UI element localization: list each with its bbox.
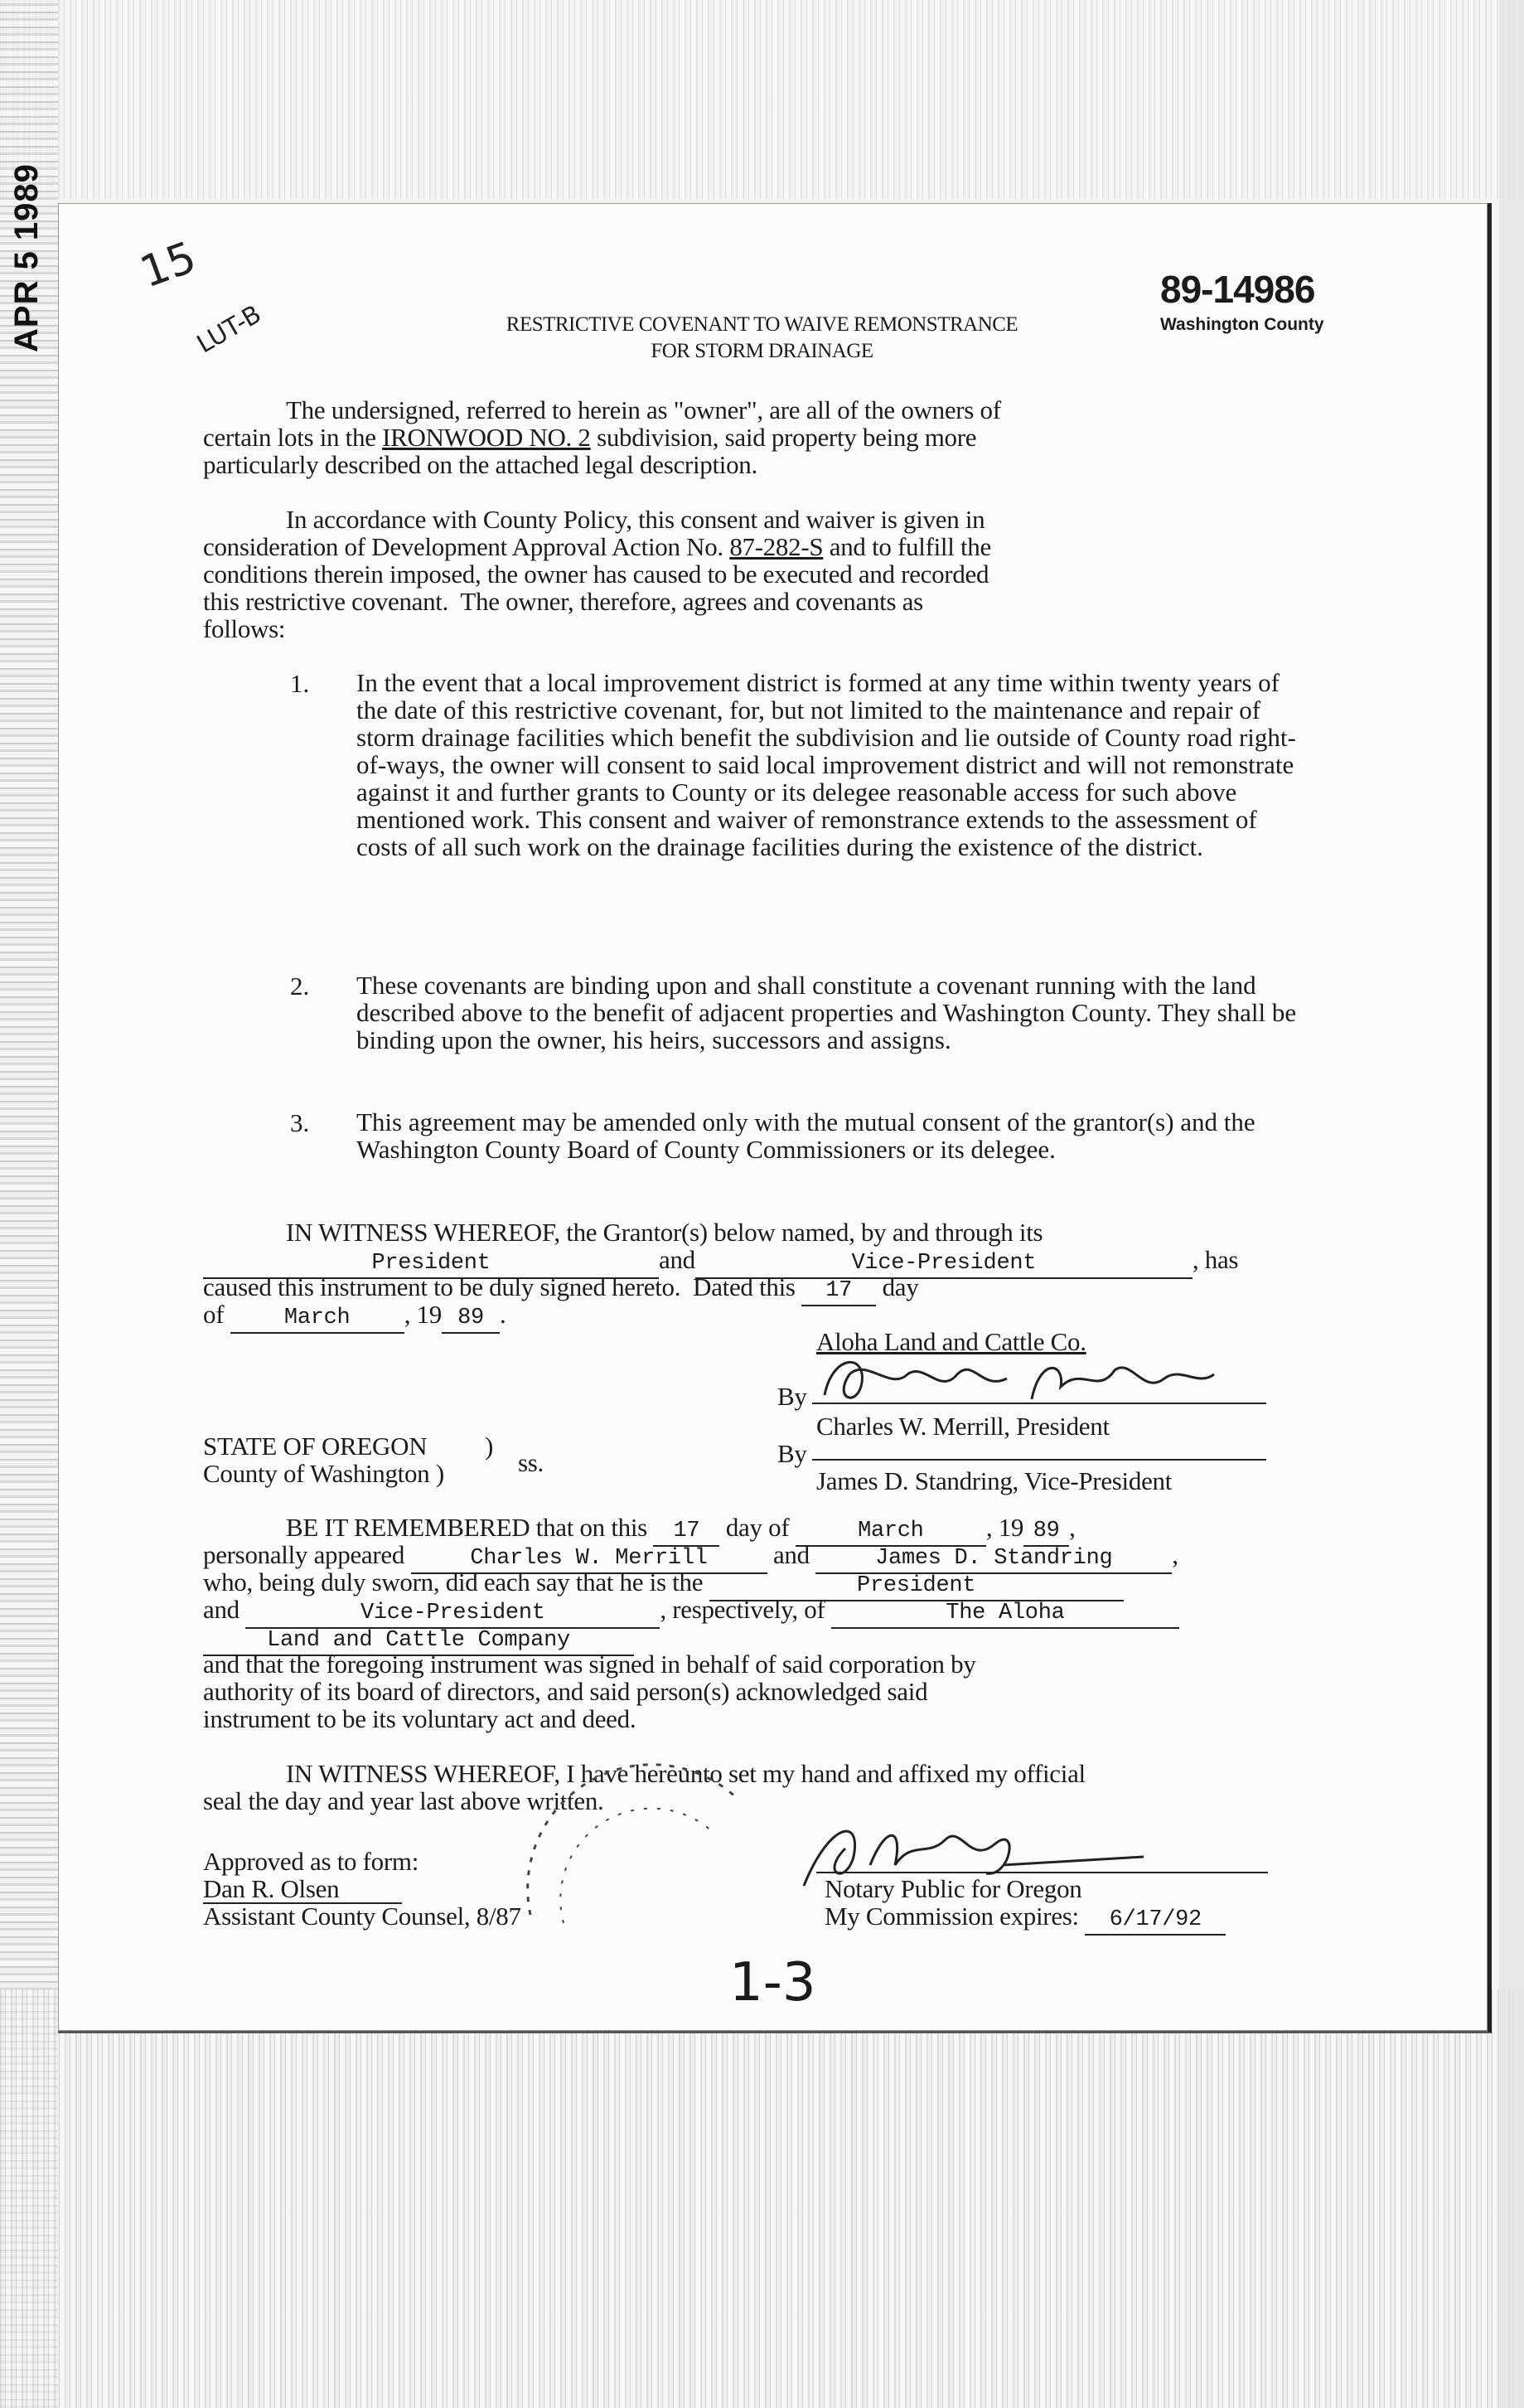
dated-day-field: 17 [801, 1277, 876, 1306]
respectively-line: and Vice-President , respectively, of The Aloha [203, 1596, 1179, 1629]
para2-line3: conditions therein imposed, the owner has caused to be executed and recorded [203, 560, 989, 589]
witness-line2: President and Vice-President , has [203, 1246, 1238, 1279]
officer1-field: President [203, 1250, 659, 1279]
notary-day-field: 17 [653, 1518, 719, 1547]
item-text: In the event that a local improvement district is formed at any time within twenty years of the date of this restrictive covenant, for, but not limited to the maintenance and repair of storm drainage facilities which benefit the subdivision and lie outside of County road right-of-ways, the owner will consent to said local improvement district and will not remonstrate against it and further grants to County or its delegee reasonable access for such above mentioned work. This consent and waiver of remonstrance extends to the assessment of costs of all such work on the drainage facilities during the existence of the district. [356, 668, 1296, 861]
handwritten-page-marker: 1-3 [729, 1952, 816, 2013]
item-number: 1. [290, 669, 310, 698]
witness-line4: of March , 19 89 . [203, 1301, 506, 1334]
approval-label: Approved as to form: [203, 1847, 419, 1876]
dated-year-field: 89 [442, 1305, 500, 1334]
signature-merrill [816, 1349, 1280, 1416]
sworn-line: who, being duly sworn, did each say that he is the President [203, 1568, 1124, 1601]
title1-field: President [709, 1572, 1124, 1601]
signer1: Charles W. Merrill, President [816, 1412, 1110, 1441]
item-number: 3. [290, 1108, 310, 1137]
by-label: By [777, 1439, 807, 1468]
notary-witness-line1: IN WITNESS WHEREOF, I have hereunto set my hand and affixed my official [286, 1759, 1086, 1788]
state-label: STATE OF OREGON [203, 1432, 428, 1461]
witness-line3: caused this instrument to be duly signed hereto. Dated this 17 day [203, 1273, 918, 1306]
paren: ) [485, 1432, 494, 1461]
document-number: 89-14986 [1160, 268, 1315, 311]
item-text: This agreement may be amended only with the mutual consent of the grantor(s) and the Washington County Board of County Commissioners or its delegee. [356, 1107, 1255, 1164]
action-number: 87-282-S [729, 532, 824, 561]
person2-field: James D. Standring [815, 1545, 1172, 1574]
scan-noise-bottom [0, 1989, 1524, 2408]
document-title: RESTRICTIVE COVENANT TO WAIVE REMONSTRANCE [506, 313, 1018, 336]
ss-label: ss. [518, 1448, 544, 1477]
para1-line1: The undersigned, referred to herein as "owner", are all of the owners of [286, 395, 1001, 424]
company-name: Aloha Land and Cattle Co. [816, 1327, 1086, 1356]
para2-line4: this restrictive covenant. The owner, therefore, agrees and covenants as [203, 587, 923, 616]
notary-title: Notary Public for Oregon [825, 1874, 1082, 1903]
commission-line: My Commission expires: 6/17/92 [825, 1902, 1226, 1936]
notary-month-field: March [796, 1518, 986, 1547]
notary-witness-line2: seal the day and year last above written. [203, 1786, 604, 1815]
subdivision-name: IRONWOOD NO. 2 [382, 423, 591, 452]
appeared-line: personally appeared Charles W. Merrill and James D. Standring , [203, 1541, 1178, 1574]
notary-year-field: 89 [1023, 1518, 1069, 1547]
officer2-field: Vice-President [695, 1250, 1193, 1279]
corp-field-2: Land and Cattle Company [203, 1627, 634, 1656]
para1-line3: particularly described on the attached legal description. [203, 450, 757, 479]
body-line-b: authority of its board of directors, and said person(s) acknowledged said [203, 1677, 928, 1706]
remembered-line: BE IT REMEMBERED that on this 17 day of March , 19 89 , [286, 1514, 1076, 1547]
signature-line-2 [812, 1459, 1266, 1461]
dated-month-field: March [230, 1305, 404, 1334]
item-text: These covenants are binding upon and shall constitute a covenant running with the land described above to the benefit of adjacent properties and Washington County. They shall be binding upon the owner, his heirs, successors and assigns. [356, 971, 1297, 1054]
handwritten-note-2: LUT-B [191, 299, 267, 360]
para2-line5: follows: [203, 614, 286, 643]
para2-line2: consideration of Development Approval Action No. 87-282-S and to fulfill the [203, 532, 991, 561]
corp-field-1: The Aloha [831, 1600, 1179, 1629]
body-line-c: instrument to be its voluntary act and deed. [203, 1704, 636, 1733]
para2-line1: In accordance with County Policy, this consent and waiver is given in [286, 505, 985, 534]
title2-field: Vice-President [245, 1600, 660, 1629]
recording-date-stamp: APR 5 1989 [8, 163, 45, 352]
para1-line2: certain lots in the IRONWOOD NO. 2 subdivision, said property being more [203, 423, 977, 452]
document-subtitle: FOR STORM DRAINAGE [651, 340, 873, 362]
handwritten-note: 15 [133, 232, 203, 298]
signer2: James D. Standring, Vice-President [816, 1466, 1173, 1495]
commission-date-field: 6/17/92 [1085, 1907, 1226, 1936]
approval-title: Assistant County Counsel, 8/87 [203, 1902, 521, 1931]
approval-name: Dan R. Olsen [203, 1875, 402, 1904]
person1-field: Charles W. Merrill [411, 1545, 767, 1574]
by-label: By [777, 1382, 807, 1411]
county-label: Washington County [1160, 315, 1324, 334]
county-line: County of Washington ) [203, 1459, 444, 1488]
scan-noise-top [0, 0, 1524, 199]
notary-seal-icon [506, 1749, 762, 1931]
body-line-a: and that the foregoing instrument was signed in behalf of said corporation by [203, 1650, 976, 1679]
witness-line1: IN WITNESS WHEREOF, the Grantor(s) below named, by and through its [286, 1218, 1043, 1247]
notary-signature-line [816, 1872, 1268, 1873]
item-number: 2. [290, 971, 310, 1001]
